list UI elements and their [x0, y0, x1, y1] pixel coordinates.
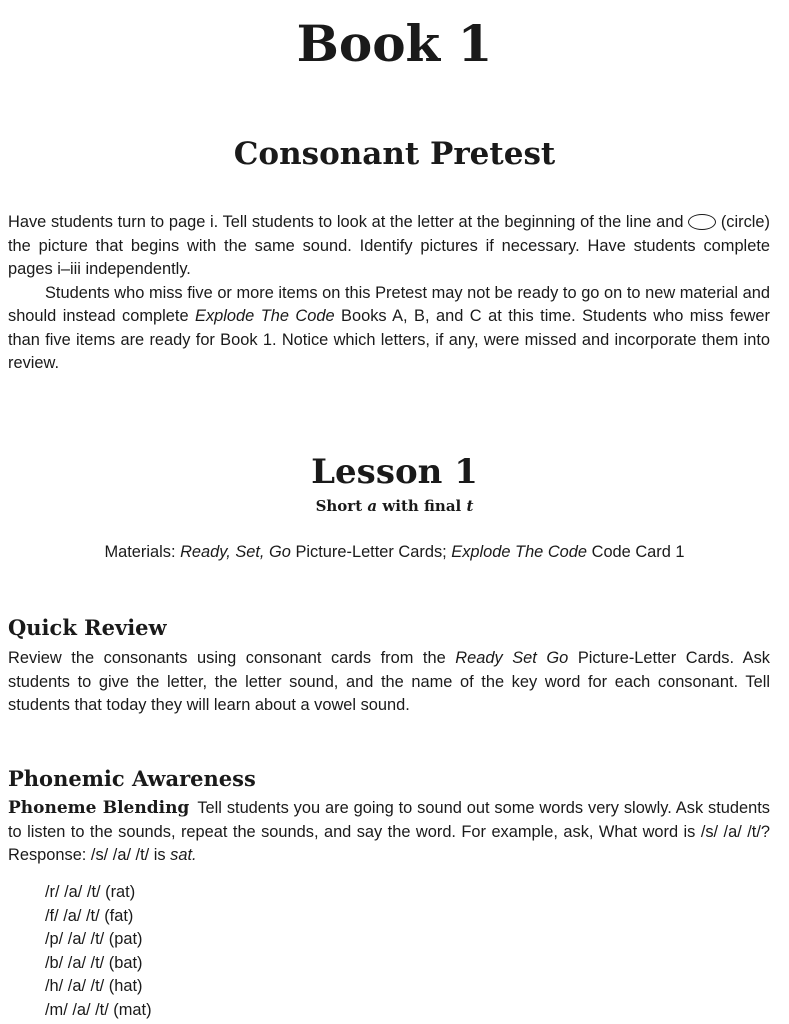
- list-item: /m/ /a/ /t/ (mat): [45, 1000, 152, 1019]
- list-item: /p/ /a/ /t/ (pat): [45, 930, 143, 949]
- phoneme-blending-sat: sat.: [170, 846, 197, 864]
- subtitle-letter-a: a: [367, 497, 378, 515]
- section-title: Consonant Pretest: [233, 136, 556, 172]
- materials-label: Materials:: [104, 543, 176, 561]
- materials-line: [0, 540, 789, 564]
- phoneme-blending-text: [8, 797, 770, 868]
- quick-review-text: [8, 647, 770, 718]
- example-list: [45, 881, 152, 1023]
- book-title: Book 1: [296, 14, 493, 73]
- pretest-p2-book-name: Explode The Code: [195, 307, 335, 325]
- subtitle-letter-t: t: [466, 497, 474, 515]
- list-item: /h/ /a/ /t/ (hat): [45, 977, 143, 996]
- pretest-p2-text-a: Students who miss five or more items on this Pretest may not be ready to go on to new material and should instead complete: [8, 283, 770, 325]
- pretest-p1-text-b: (circle) the picture that begins with the same sound. Identify pictures if necessary. Have students complete pages i–iii independently.: [8, 213, 770, 278]
- pretest-p2-text-b: Books A, B, and C at this time. Students who miss fewer than five items are ready for Book 1. Notice which letters, if any, were missed and incorporate them into review.: [8, 307, 770, 372]
- quick-review-section: [8, 647, 770, 718]
- quick-review-ready-set-go: Ready Set Go: [455, 649, 569, 667]
- phonemic-awareness-heading: Phonemic Awareness: [8, 766, 256, 791]
- phoneme-blending-text-a: Tell students you are going to sound out some words very slowly. Ask students to listen to the sounds, repeat the sounds, and say the word. For example, ask, What word is /s/ /a/ /t/? Response: /s/ /a/ /t/ is: [8, 799, 770, 864]
- subtitle-with-final: with final: [382, 497, 462, 515]
- materials-explode-code: Explode The Code: [451, 543, 588, 561]
- pretest-paragraph-2: [8, 282, 770, 376]
- materials-code-card: Code Card 1: [591, 543, 685, 561]
- list-item: /f/ /a/ /t/ (fat): [45, 906, 134, 925]
- phonemic-awareness-section: [8, 797, 770, 868]
- pretest-p1-text-a: Have students turn to page i. Tell students to look at the letter at the beginning of the line and: [8, 213, 684, 231]
- lesson-subtitle: [0, 495, 789, 517]
- materials-ready-set-go: Ready, Set, Go: [180, 543, 291, 561]
- circle-icon: [688, 214, 716, 230]
- lesson-title: Lesson 1: [311, 452, 478, 492]
- list-item: /b/ /a/ /t/ (bat): [45, 953, 143, 972]
- list-item: /r/ /a/ /t/ (rat): [45, 883, 136, 901]
- quick-review-text-b: Picture-Letter Cards. Ask students to give the letter, the letter sound, and the name of the key word for each consonant. Tell students that today they will learn about a vowel sound.: [8, 649, 770, 714]
- pretest-paragraph-1: [8, 211, 770, 282]
- subtitle-short: Short: [315, 497, 363, 515]
- quick-review-heading: Quick Review: [8, 615, 167, 640]
- quick-review-text-a: Review the consonants using consonant cards from the: [8, 649, 446, 667]
- phoneme-blending-subheading: Phoneme Blending: [8, 798, 190, 818]
- materials-picture-cards: Picture-Letter Cards;: [295, 543, 447, 561]
- pretest-instructions: [8, 211, 770, 376]
